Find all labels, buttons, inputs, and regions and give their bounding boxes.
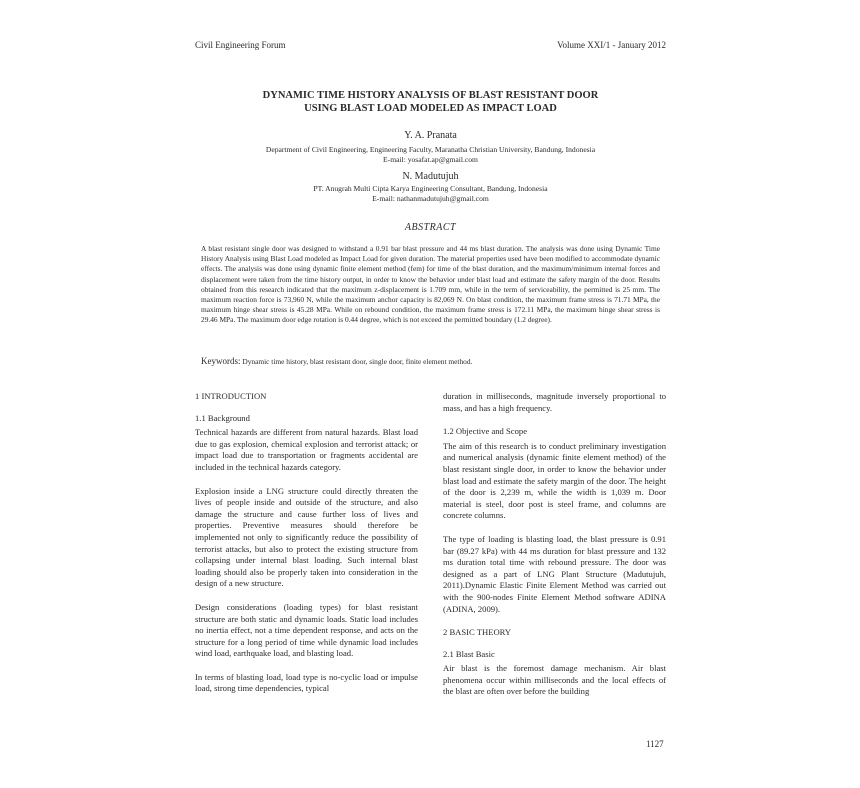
paragraph-6: The aim of this research is to conduct preliminary investigation and numerical analysis (dynamic finite element method) of the blast resistant single door, in order to know the behavior under blast load and estimate the safety margin of the door. The height of the door is 2,239 m, while the width is 1,039 m. Door material is steel, door post is steel frame, and columns are concrete columns. <box>443 440 666 521</box>
paragraph-7: The type of loading is blasting load, the blast pressure is 0.91 bar (89.27 kPa) with 44 ms duration for blast pressure and 132 ms duration total time with rebound pressure. The door was designed as a part of LNG Plant Structure (Madutujuh, 2011).Dynamic Elastic Finite Element Method was carried out with the 900-nodes Finite Element Method software ADINA (ADINA, 2009). <box>443 533 666 614</box>
author-1-affiliation-text: Department of Civil Engineering, Engineering Faculty, Maranatha Christian University, Bandung, Indonesia <box>265 145 596 154</box>
paragraph-2: Explosion inside a LNG structure could directly threaten the lives of people inside and outside of the structure, and also damage the structure and cause further loss of lives and properties. Preventive measures should therefore be implemented not only to significantly reduce the possibility of terrorist attacks, but also to protect the existing structure from collapsing under internal blast loading. Such internal blast loading should also be properly taken into consideration in the design of a new structure. <box>195 485 418 589</box>
author-2-email: E-mail: nathanmadutujuh@gmail.com <box>372 194 489 203</box>
subsection-1-2-heading: 1.2 Objective and Scope <box>443 426 528 437</box>
section-1-heading: 1 INTRODUCTION <box>195 391 267 401</box>
paragraph-5: duration in milliseconds, magnitude inversely proportional to mass, and has a high frequency. <box>443 391 666 413</box>
running-header-journal: Civil Engineering Forum <box>195 40 286 50</box>
author-1-email: E-mail: yosafat.ap@gmail.com <box>383 155 478 164</box>
keywords-label: Keywords: <box>201 356 241 366</box>
title-line-2: USING BLAST LOAD MODELED AS IMPACT LOAD <box>304 103 557 114</box>
paper-title <box>195 89 666 115</box>
paragraph-3: Design considerations (loading types) for blast resistant structure are both static and dynamic loads. Static load includes no inertia effect, not a time dependent response, and acts on the structure for a long period of time while dynamic load includes wind load, earthquake load, and blasting load. <box>195 601 418 659</box>
author-2-affiliation-text: PT. Anugrah Multi Cipta Karya Engineering Consultant, Bandung, Indonesia <box>313 184 548 193</box>
right-column <box>443 391 666 710</box>
author-2-name: N. Madutujuh <box>402 171 459 182</box>
subsection-2-1-heading: 2.1 Blast Basic <box>443 648 495 659</box>
running-header-volume: Volume XXI/1 - January 2012 <box>557 40 666 50</box>
left-column <box>195 391 418 707</box>
keywords <box>201 356 472 366</box>
page-number: 1127 <box>646 739 664 749</box>
subsection-1-1-heading: 1.1 Background <box>195 412 250 423</box>
author-1-name: Y. A. Pranata <box>404 130 457 141</box>
paragraph-1: Technical hazards are different from natural hazards. Blast load due to gas explosion, chemical explosion and terrorist attack; or impact load due to transportation or fragments accidental are included in the technical hazards category. <box>195 427 418 472</box>
section-2-heading: 2 BASIC THEORY <box>443 627 512 638</box>
abstract-heading: ABSTRACT <box>404 222 457 233</box>
keywords-text: Dynamic time history, blast resistant door, single door, finite element method. <box>242 357 473 366</box>
author-1-affiliation <box>195 145 666 165</box>
abstract-text: A blast resistant single door was designed to withstand a 0.91 bar blast pressure and 44 ms blast duration. The analysis was done using Dynamic Time History Analysis using Blast Load modeled as Impact Load for given duration. The material properties used have been modified to accommodate dynamic effects. The analysis was done using dynamic finite element method (fem) for time of the blast duration, and the maximum/minimum internal forces and displacement were taken from the time history output, in order to know the behavior under blast load and estimate the safety margin of the door. Results obtained from this research indicated that the maximum z-displacement is 1.709 mm, while in the term of serviceability, the permitted is 25 mm. The maximum reaction force is 73,960 N, while the maximum anchor capacity is 82,069 N. On blast condition, the maximum frame stress is 71.71 MPa, the maximum hinge shear stress is 45.28 MPa. While on rebound condition, the maximum frame stress is 172.11 MPa, the maximum hinge shear stress is 29.46 MPa. The maximum door edge rotation is 0.44 degree, which is not exceed the permitted boundary (1.2 degree). <box>201 244 660 325</box>
paragraph-8: Air blast is the foremost damage mechanism. Air blast phenomena occur within milliseconds and the local effects of the blast are often over before the building <box>443 663 666 697</box>
author-2-affiliation <box>195 184 666 204</box>
paragraph-4: In terms of blasting load, load type is no-cyclic load or impulse load, strong time dependencies, typical <box>195 671 418 694</box>
title-line-1: DYNAMIC TIME HISTORY ANALYSIS OF BLAST RESISTANT DOOR <box>262 90 599 101</box>
